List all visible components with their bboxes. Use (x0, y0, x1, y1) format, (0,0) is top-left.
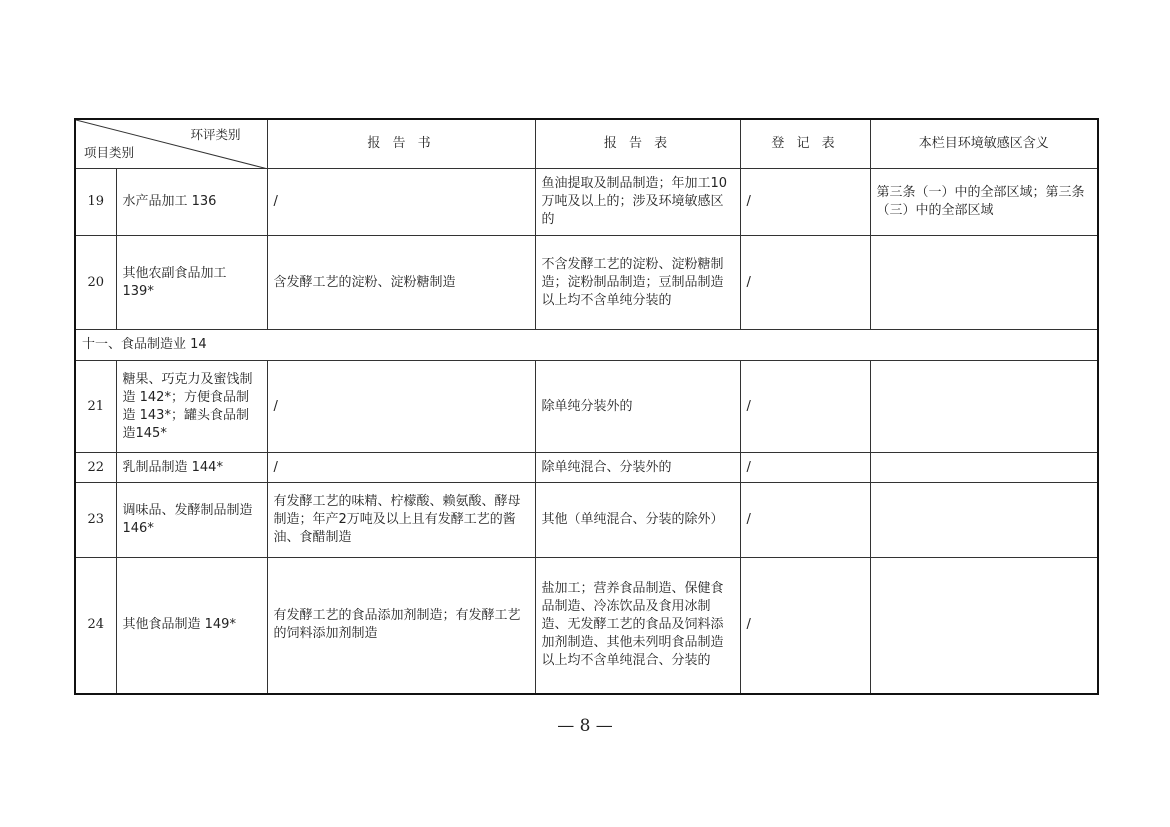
sensitive-cell (870, 236, 1098, 330)
report-book-cell: / (267, 169, 535, 236)
col-register: 登 记 表 (740, 119, 870, 169)
register-cell: / (740, 361, 870, 453)
report-book-cell: / (267, 453, 535, 483)
register-cell: / (740, 453, 870, 483)
sensitive-cell (870, 483, 1098, 558)
report-book-cell: 有发酵工艺的食品添加剂制造；有发酵工艺的饲料添加剂制造 (267, 558, 535, 694)
report-table-cell: 盐加工；营养食品制造、保健食品制造、冷冻饮品及食用冰制造、无发酵工艺的食品及饲料添加剂制造、其他未列明食品制造 以上均不含单纯混合、分装的 (535, 558, 740, 694)
report-table-cell: 除单纯混合、分装外的 (535, 453, 740, 483)
table-header-row (75, 119, 1098, 169)
register-cell: / (740, 483, 870, 558)
col-report-table: 报 告 表 (535, 119, 740, 169)
table-row (75, 453, 1098, 483)
report-table-cell: 鱼油提取及制品制造；年加工10万吨及以上的；涉及环境敏感区的 (535, 169, 740, 236)
project-name: 糖果、巧克力及蜜饯制造 142*；方便食品制造 143*；罐头食品制造145* (116, 361, 267, 453)
project-name: 水产品加工 136 (116, 169, 267, 236)
table-row (75, 483, 1098, 558)
sensitive-cell (870, 453, 1098, 483)
register-cell: / (740, 558, 870, 694)
project-name: 其他食品制造 149* (116, 558, 267, 694)
sensitive-cell (870, 361, 1098, 453)
table-row (75, 169, 1098, 236)
report-book-cell: / (267, 361, 535, 453)
row-number: 21 (75, 361, 116, 453)
col-sensitive-area: 本栏目环境敏感区含义 (870, 119, 1098, 169)
page-number: — 8 — (557, 716, 613, 736)
table-row (75, 361, 1098, 453)
sensitive-cell (870, 558, 1098, 694)
row-number: 19 (75, 169, 116, 236)
report-table-cell: 其他（单纯混合、分装的除外） (535, 483, 740, 558)
project-category-label: 项目类别 (84, 145, 135, 160)
row-number: 22 (75, 453, 116, 483)
section-heading: 十一、食品制造业 14 (75, 330, 1098, 361)
sensitive-cell: 第三条（一）中的全部区域；第三条（三）中的全部区域 (870, 169, 1098, 236)
report-book-cell: 含发酵工艺的淀粉、淀粉糖制造 (267, 236, 535, 330)
project-name: 其他农副食品加工 139* (116, 236, 267, 330)
register-cell: / (740, 169, 870, 236)
register-cell: / (740, 236, 870, 330)
diagonal-header-cell (75, 119, 267, 169)
col-report-book: 报 告 书 (267, 119, 535, 169)
table-row (75, 236, 1098, 330)
row-number: 23 (75, 483, 116, 558)
project-name: 调味品、发酵制品制造 146* (116, 483, 267, 558)
report-book-cell: 有发酵工艺的味精、柠檬酸、赖氨酸、酵母制造；年产2万吨及以上且有发酵工艺的酱油、食醋制造 (267, 483, 535, 558)
row-number: 24 (75, 558, 116, 694)
report-table-cell: 不含发酵工艺的淀粉、淀粉糖制造；淀粉制品制造；豆制品制造 以上均不含单纯分装的 (535, 236, 740, 330)
section-row (75, 330, 1098, 361)
report-table-cell: 除单纯分装外的 (535, 361, 740, 453)
row-number: 20 (75, 236, 116, 330)
env-category-label: 环评类别 (190, 127, 241, 142)
classification-table (74, 118, 1099, 695)
project-name: 乳制品制造 144* (116, 453, 267, 483)
table-row (75, 558, 1098, 694)
